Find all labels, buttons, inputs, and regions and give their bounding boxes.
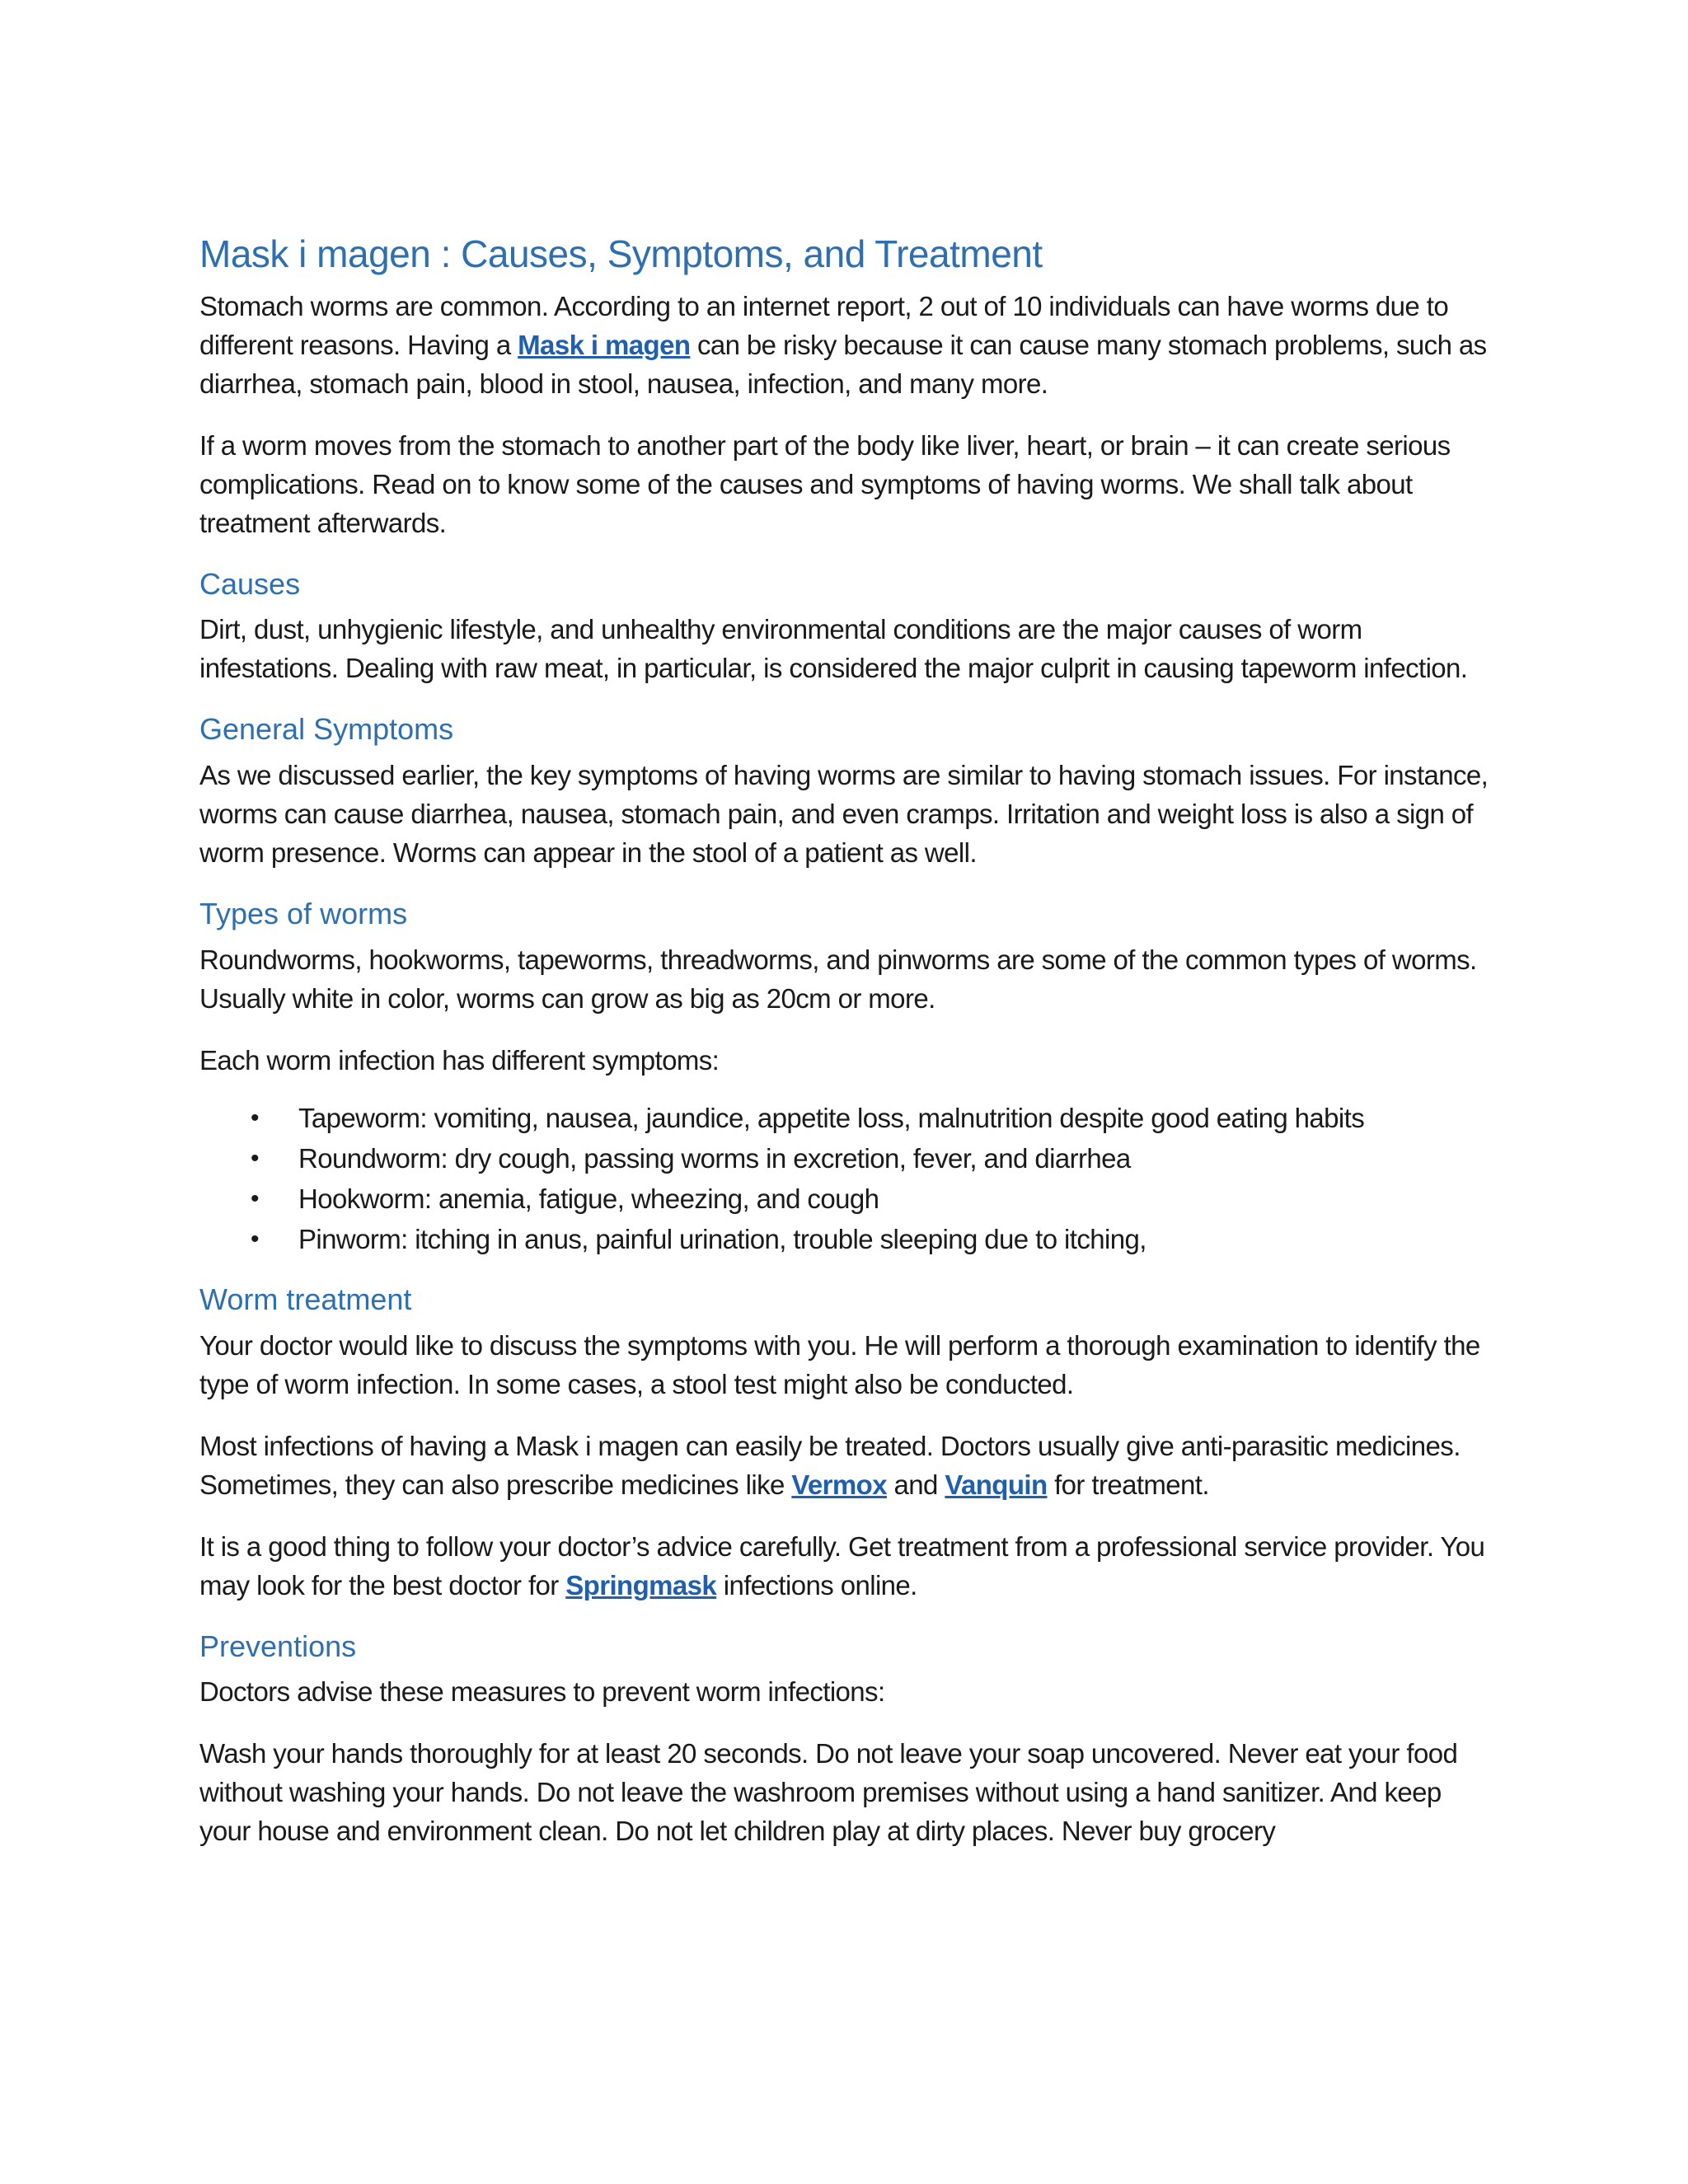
list-item	[251, 1138, 1493, 1179]
worm-symptoms-list	[199, 1098, 1493, 1259]
types-paragraph-2: Each worm infection has different symptoms:	[199, 1044, 720, 1076]
document-page	[199, 231, 1493, 1873]
list-item-text: Tapeworm: vomiting, nausea, jaundice, appetite loss, malnutrition despite good eating habits	[298, 1102, 1365, 1133]
mask-i-magen-link[interactable]: Mask i magen	[518, 329, 691, 360]
treatment-text-before-links: Most infections of having a Mask i magen can easily be treated. Doctors usually give anti-parasitic medicines. Sometimes, they can also prescribe medicines like	[199, 1430, 1461, 1500]
causes-paragraph: Dirt, dust, unhygienic lifestyle, and unhealthy environmental conditions are the major causes of worm infestations. Dealing with raw meat, in particular, is considered the major culprit in causing tapeworm infection.	[199, 614, 1468, 684]
preventions-paragraph-2: Wash your hands thoroughly for at least 20 seconds. Do not leave your soap uncovered. Never eat your food without washing your hands. Do not leave the washroom premises without using a hand sanitizer. And keep your house and environment clean. Do not let children play at dirty places. Never buy grocery	[199, 1738, 1458, 1847]
preventions-heading: Preventions	[199, 1629, 357, 1663]
general-symptoms-paragraph: As we discussed earlier, the key symptoms of having worms are similar to having stomach issues. For instance, worms can cause diarrhea, nausea, stomach pain, and even cramps. Irritation and weight loss is also a sign of worm presence. Worms can appear in the stool of a patient as well.	[199, 760, 1489, 869]
worm-treatment-heading: Worm treatment	[199, 1282, 412, 1316]
list-item-text: Hookworm: anemia, fatigue, wheezing, and cough	[298, 1183, 879, 1214]
intro-paragraph-1	[199, 287, 1493, 403]
bullet-icon: •	[251, 1184, 259, 1212]
treatment-paragraph-3	[199, 1527, 1493, 1605]
list-item	[251, 1179, 1493, 1219]
intro-paragraph-2: If a worm moves from the stomach to another part of the body like liver, heart, or brain – it can create serious complications. Read on to know some of the causes and symptoms of having worms. We shall talk about treatment afterwards.	[199, 429, 1451, 538]
types-paragraph-1: Roundworms, hookworms, tapeworms, threadworms, and pinworms are some of the common types of worms. Usually white in color, worms can grow as big as 20cm or more.	[199, 944, 1477, 1014]
bullet-icon: •	[251, 1144, 259, 1172]
list-item	[251, 1098, 1493, 1138]
list-item	[251, 1219, 1493, 1259]
list-item-text: Pinworm: itching in anus, painful urination, trouble sleeping due to itching,	[298, 1223, 1146, 1254]
bullet-icon: •	[251, 1104, 259, 1132]
causes-heading: Causes	[199, 566, 301, 601]
intro-text-before-link: Stomach worms are common. According to an internet report, 2 out of 10 individuals can have worms due to different reasons. Having a	[199, 290, 1449, 360]
vermox-link[interactable]: Vermox	[791, 1469, 887, 1500]
vanquin-link[interactable]: Vanquin	[945, 1469, 1048, 1500]
intro-text-after-link: can be risky because it can cause many stomach problems, such as diarrhea, stomach pain, blood in stool, nausea, infection, and many more.	[199, 329, 1487, 399]
treatment-paragraph-1: Your doctor would like to discuss the symptoms with you. He will perform a thorough examination to identify the type of worm infection. In some cases, a stool test might also be conducted.	[199, 1329, 1480, 1399]
treatment-text-after-springmask: infections online.	[716, 1569, 917, 1601]
general-symptoms-heading: General Symptoms	[199, 712, 454, 747]
page-title: Mask i magen : Causes, Symptoms, and Treatment	[199, 232, 1043, 275]
preventions-paragraph-1: Doctors advise these measures to prevent worm infections:	[199, 1676, 885, 1708]
bullet-icon: •	[251, 1225, 259, 1253]
types-of-worms-heading: Types of worms	[199, 897, 408, 931]
treatment-text-after-links: for treatment.	[1047, 1469, 1209, 1500]
springmask-link[interactable]: Springmask	[565, 1569, 717, 1601]
treatment-text-between-links: and	[886, 1469, 945, 1500]
list-item-text: Roundworm: dry cough, passing worms in excretion, fever, and diarrhea	[298, 1142, 1131, 1174]
treatment-text-before-springmask: It is a good thing to follow your doctor’s advice carefully. Get treatment from a professional service provider. You may look for the best doctor for	[199, 1530, 1485, 1601]
treatment-paragraph-2	[199, 1427, 1493, 1504]
